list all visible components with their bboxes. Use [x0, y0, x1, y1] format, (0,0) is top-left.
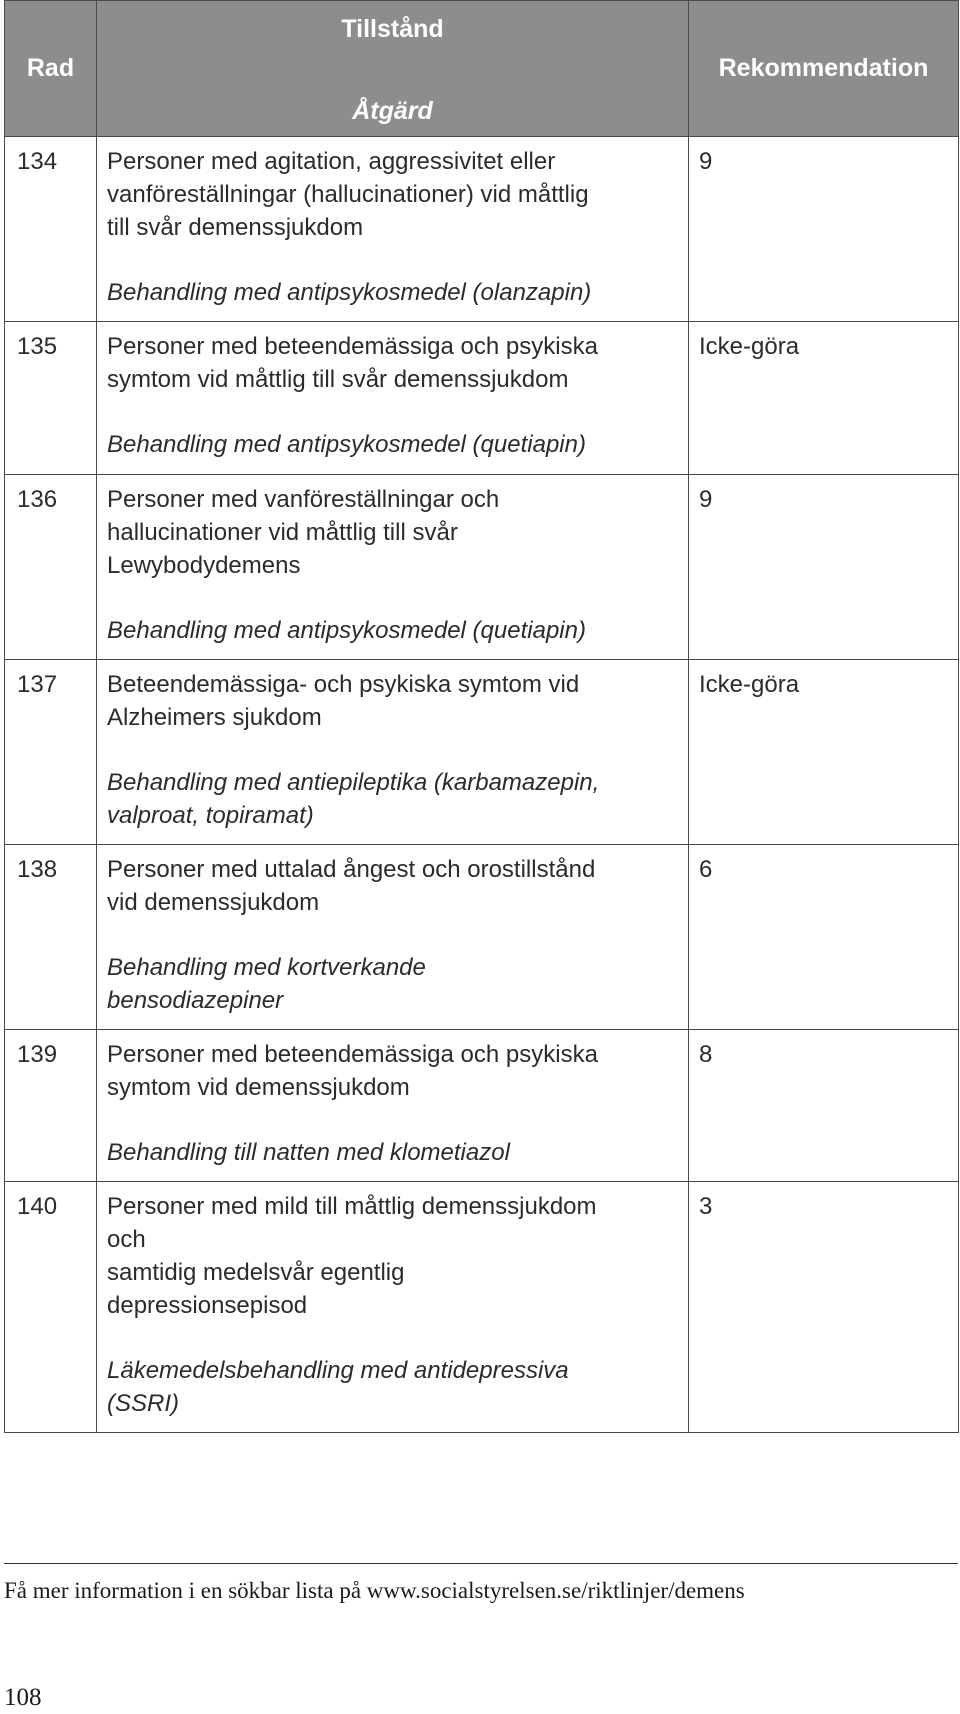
footer-info-text: Få mer information i en sökbar lista på www.socialstyrelsen.se/riktlinjer/demens — [4, 1578, 745, 1603]
condition-line: samtidig medelsvår egentlig — [107, 1259, 405, 1286]
table-row — [5, 475, 959, 660]
condition-line: Alzheimers sjukdom — [107, 704, 322, 731]
row-recommendation: 3 — [689, 1182, 959, 1433]
condition-text — [107, 1190, 678, 1322]
condition-line: symtom vid demenssjukdom — [107, 1074, 410, 1101]
treatment-text — [107, 1136, 678, 1169]
footer-divider — [4, 1563, 958, 1564]
treatment-text — [107, 276, 678, 309]
header-rekommendation: Rekommendation — [689, 1, 959, 137]
treatment-line: Läkemedelsbehandling med antidepressiva — [107, 1357, 569, 1384]
row-recommendation: Icke-göra — [689, 322, 959, 475]
row-condition-treatment — [97, 660, 689, 845]
condition-line: vanföreställningar (hallucinationer) vid måttlig — [107, 181, 589, 208]
row-recommendation: 8 — [689, 1030, 959, 1182]
condition-line: Personer med agitation, aggressivitet eller — [107, 148, 556, 175]
table-row — [5, 322, 959, 475]
row-number: 139 — [5, 1030, 97, 1182]
treatment-text — [107, 766, 678, 832]
table-header — [5, 1, 959, 137]
condition-text — [107, 483, 678, 582]
condition-text — [107, 668, 678, 734]
treatment-line: Behandling med antipsykosmedel (quetiapin) — [107, 431, 586, 458]
row-recommendation: 9 — [689, 475, 959, 660]
condition-line: Personer med vanföreställningar och — [107, 486, 500, 513]
condition-line: Lewybodydemens — [107, 552, 301, 579]
treatment-line: Behandling med antipsykosmedel (olanzapin) — [107, 279, 592, 306]
treatment-line: Behandling med antipsykosmedel (quetiapin) — [107, 617, 586, 644]
condition-line: symtom vid måttlig till svår demenssjukdom — [107, 366, 569, 393]
row-number: 137 — [5, 660, 97, 845]
recommendations-table-container — [4, 0, 958, 1433]
treatment-line: Behandling med kortverkande — [107, 954, 426, 981]
row-number: 135 — [5, 322, 97, 475]
treatment-text — [107, 428, 678, 461]
condition-line: Personer med beteendemässiga och psykiska — [107, 333, 598, 360]
row-condition-treatment — [97, 137, 689, 322]
condition-line: Personer med uttalad ångest och orostillstånd — [107, 856, 596, 883]
condition-line: till svår demenssjukdom — [107, 214, 364, 241]
row-recommendation: Icke-göra — [689, 660, 959, 845]
table-row — [5, 1030, 959, 1182]
table-row — [5, 660, 959, 845]
header-atgard: Åtgärd — [352, 97, 433, 125]
condition-line: Personer med mild till måttlig demenssjukdom — [107, 1193, 597, 1220]
recommendations-table — [4, 0, 959, 1433]
row-condition-treatment — [97, 1182, 689, 1433]
condition-text — [107, 1038, 678, 1104]
treatment-line: Behandling med antiepileptika (karbamazepin, — [107, 769, 600, 796]
row-number: 134 — [5, 137, 97, 322]
condition-line: hallucinationer vid måttlig till svår — [107, 519, 458, 546]
condition-line: Beteendemässiga- och psykiska symtom vid — [107, 671, 580, 698]
page-number: 108 — [4, 1684, 42, 1711]
header-tillstand-atgard — [97, 1, 689, 137]
treatment-text — [107, 614, 678, 647]
row-number: 138 — [5, 845, 97, 1030]
table-body — [5, 137, 959, 1433]
row-condition-treatment — [97, 475, 689, 660]
table-row — [5, 1182, 959, 1433]
condition-text — [107, 145, 678, 244]
condition-line: vid demenssjukdom — [107, 889, 320, 916]
treatment-line: Behandling till natten med klometiazol — [107, 1139, 510, 1166]
condition-line: depressionsepisod — [107, 1292, 308, 1319]
treatment-line: valproat, topiramat) — [107, 802, 314, 829]
header-tillstand: Tillstånd — [341, 15, 444, 43]
treatment-text — [107, 1354, 678, 1420]
table-row — [5, 845, 959, 1030]
table-row — [5, 137, 959, 322]
condition-line: Personer med beteendemässiga och psykiska — [107, 1041, 598, 1068]
row-number: 136 — [5, 475, 97, 660]
row-condition-treatment — [97, 845, 689, 1030]
row-number: 140 — [5, 1182, 97, 1433]
treatment-text — [107, 951, 678, 1017]
row-recommendation: 9 — [689, 137, 959, 322]
row-condition-treatment — [97, 322, 689, 475]
row-condition-treatment — [97, 1030, 689, 1182]
row-recommendation: 6 — [689, 845, 959, 1030]
treatment-line: bensodiazepiner — [107, 987, 284, 1014]
header-rad: Rad — [5, 1, 97, 137]
condition-text — [107, 330, 678, 396]
condition-line: och — [107, 1226, 146, 1253]
treatment-line: (SSRI) — [107, 1390, 179, 1417]
condition-text — [107, 853, 678, 919]
